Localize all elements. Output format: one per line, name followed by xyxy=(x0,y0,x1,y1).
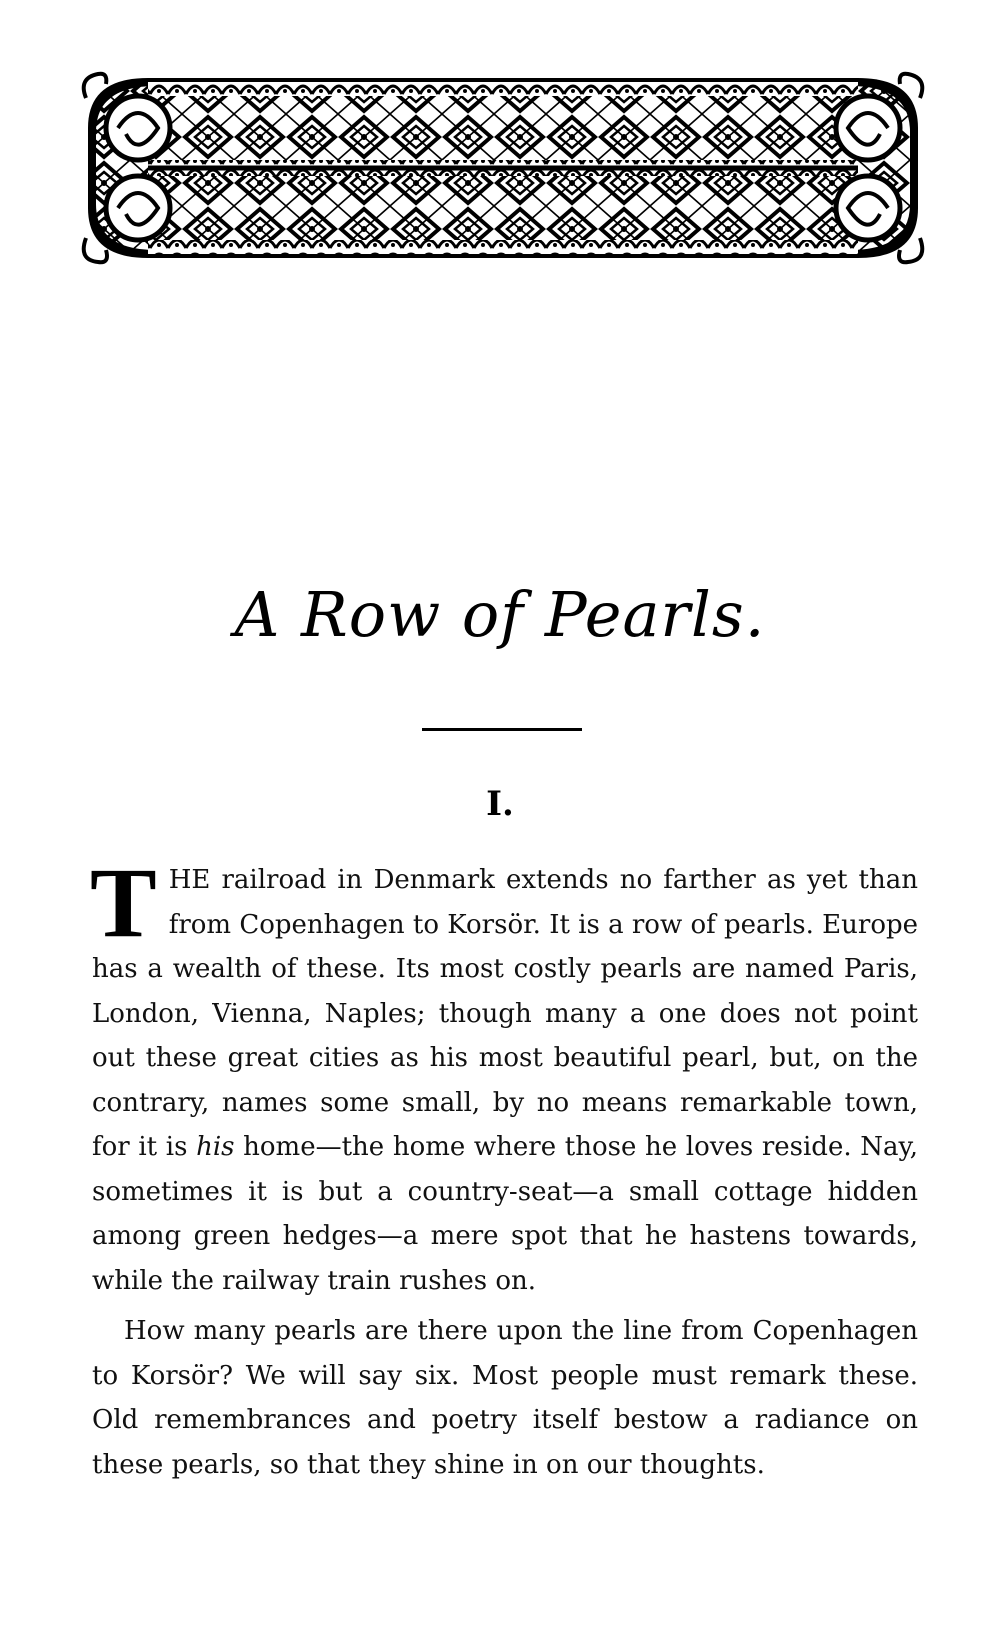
paragraph-2: How many pearls are there upon the line from Copenhagen to Korsör? We will say six. Most people must remark these. Old remembrances and poetry itself bestow a radiance on these pearls, so that they shine in on our thoughts. xyxy=(92,1316,918,1480)
chapter-body xyxy=(90,847,919,1487)
paragraph-1-emphasis: his xyxy=(196,1132,235,1162)
paragraph-1 xyxy=(90,847,919,1303)
drop-cap-letter: T xyxy=(90,847,157,958)
title-divider-rule xyxy=(422,728,582,731)
paragraph-1-text-b: home—the home where those he loves reside. Nay, sometimes it is but a country-seat—a small cottage hidden among green hedges—a mere spot that he hastens towards, while the railway train rushes on. xyxy=(92,1132,918,1296)
paragraph-1-text-a: HE railroad in Denmark extends no farther as yet than from Copenhagen to Korsör. It is a row of pearls. Europe has a wealth of these. Its most costly pearls are named Paris, London, Vienna, Naples; though many a one does not point out these great cities as his most beautiful pearl, but, on the contrary, names some small, by no means remarkable town, for it is xyxy=(92,865,919,1162)
decorative-headpiece xyxy=(78,68,928,268)
chapter-numeral: I. xyxy=(486,784,514,824)
chapter-title: A Row of Pearls. xyxy=(234,578,766,651)
